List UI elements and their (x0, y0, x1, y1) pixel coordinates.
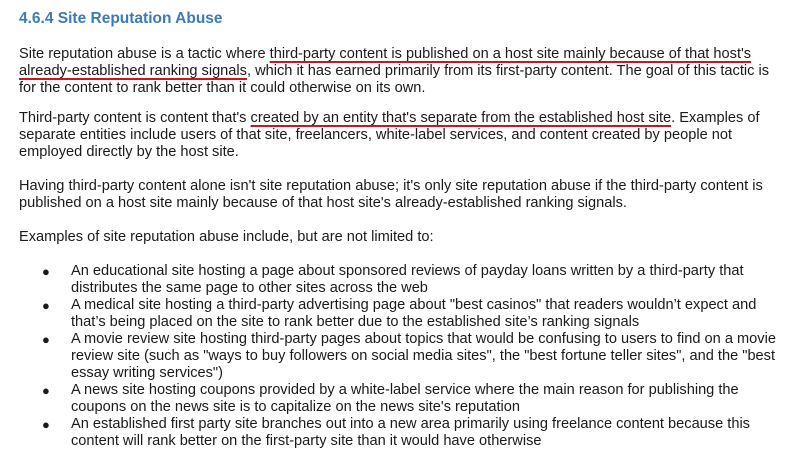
bullet-icon: ● (42, 332, 50, 347)
list-item-text: A news site hosting coupons provided by a white-label service where the main reason for publishing the coupons on the news site is to capitalize on the news site's reputation (71, 382, 739, 415)
paragraph-third-party (19, 110, 789, 161)
list-item-text: An educational site hosting a page about sponsored reviews of payday loans written by a third-party that distributes the same page to other sites across the web (71, 263, 744, 296)
paragraph-text: Site reputation abuse is a tactic where (19, 46, 270, 62)
list-item (19, 297, 789, 331)
bullet-icon: ● (42, 383, 50, 398)
examples-list (19, 263, 789, 450)
paragraph-definition (19, 46, 789, 97)
paragraph-clarification: Having third-party content alone isn't site reputation abuse; it's only site reputation abuse if the third-party content is published on a host site mainly because of that host site's already-established ranking signals. (19, 178, 763, 211)
bullet-icon: ● (42, 298, 50, 313)
bullet-icon: ● (42, 417, 50, 432)
list-item (19, 331, 789, 382)
underlined-phrase: created by an entity that's separate from the established host site (250, 110, 672, 126)
underlined-phrase: third-party content is published on a host site mainly because of that host's already-established ranking signals (19, 46, 752, 79)
list-item-text: A movie review site hosting third-party pages about topics that would be confusing to users to find on a movie review site (such as "ways to buy followers on social media sites", the "best fortune teller sites", and the "best essay writing services") (71, 331, 776, 381)
paragraph-text: . Examples of separate entities include users of that site, freelancers, white-label services, and content created by people not employed directly by the host site. (19, 110, 760, 160)
bullet-icon: ● (42, 264, 50, 279)
paragraph-text: , which it has earned primarily from its first-party content. The goal of this tactic is for the content to rank better than it could otherwise on its own. (19, 63, 770, 96)
list-item (19, 382, 789, 416)
section-heading: 4.6.4 Site Reputation Abuse (19, 10, 223, 27)
list-item-text: A medical site hosting a third-party advertising page about "best casinos" that readers wouldn’t expect and that’s being placed on the site to rank better due to the established site’s ranking signals (71, 297, 757, 330)
paragraph-examples-intro: Examples of site reputation abuse include, but are not limited to: (19, 229, 434, 245)
list-item-text: An established first party site branches out into a new area primarily using freelance content because this content will rank better on the first-party site than it would have otherwise (71, 416, 750, 449)
list-item (19, 416, 789, 450)
paragraph-text: Third-party content is content that's (19, 110, 251, 126)
list-item (19, 263, 789, 297)
